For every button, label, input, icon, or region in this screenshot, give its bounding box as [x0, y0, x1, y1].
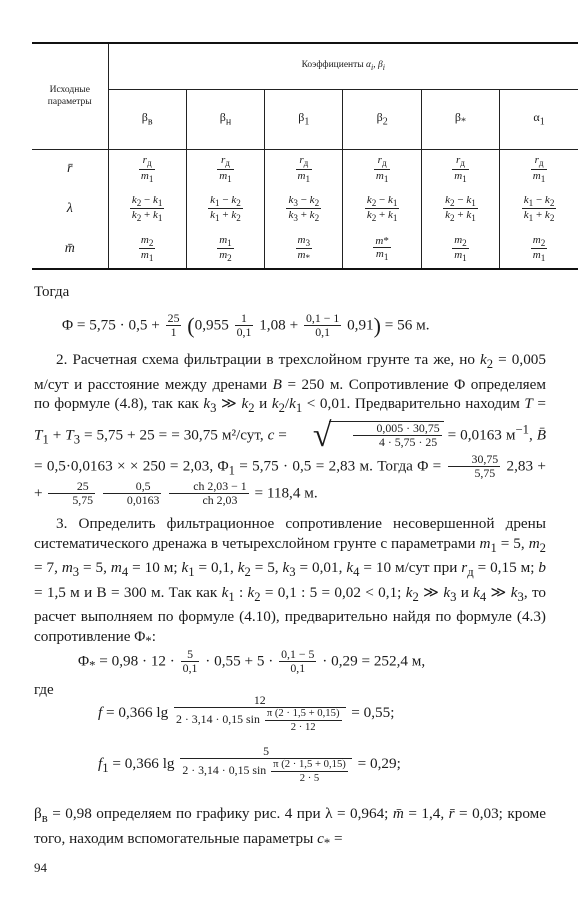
cell-fraction: $\frac{m_3}{m_*}$ — [297, 233, 311, 263]
cell-fraction: $\frac{k_1 - k_2}{k_1 + k_2}$ — [210, 194, 241, 224]
col-header: $\beta_2$ — [343, 89, 421, 149]
cell-fraction: $r_д$ $m_1$ — [454, 154, 467, 184]
paragraph-3: 3. Определить фильтрационное сопротивление несовершенной дрены систематического дренажа в четырехслойном грунте с параметрами $m_1 = 5$, $m_2 = 7$, $m_3 = 5$, $m_4 = 10$ м; $k_1 = 0,1$, $k_2 = 5$, $k_3 = 0,01$, $k_4 = 10$ м/сут при $r_д = 0,15$ м; b = 1,5 м и B = 300 м. Так как $k_1$ : $k_2 = 0,1$ : 5 = 0,02 < 0,1; $k_2$ ≫ $k_3$ и $k_4$ ≫ $k_3$, то расчет выполняем по формуле (4.10), предварительно найдя по формуле (4.3) сопротивление $\Phi_*$: — [34, 515, 546, 648]
table-row — [32, 229, 578, 269]
coefficients-table — [32, 42, 578, 270]
row-label: m̄ — [32, 229, 108, 269]
cell-fraction: $r_д$ $m_1$ — [219, 154, 232, 184]
equation-f: f = 0,366 lg 12 2 · 3,14 · 0,15 sin $\frac{\pi (2 \cdot 1,5 + 0,15)}{2 \cdot 12}$ = 0,55; — [98, 693, 395, 733]
coef-header: Коэффициенты $\alpha_i$, $\beta_i$ — [108, 43, 578, 89]
cell-fraction: $\frac{k_2 - k_1}{k_2 + k_1}$ — [445, 194, 476, 224]
column-header-row — [32, 89, 578, 149]
togda-label: Тогда — [34, 284, 70, 300]
page-number: 94 — [34, 860, 47, 875]
equation-phi: Φ = 5,75 · 0,5 + $\frac{25}{1}$ (0,955 $\frac{1}{0,1}$ 1,08 + $\frac{0,1 - 1}{0,1}$ 0,91) = 56 м. — [62, 311, 430, 340]
col-header: $\beta_н$ — [186, 89, 264, 149]
col-header: $\beta_1$ — [265, 89, 343, 149]
cell-fraction: $r_д$ $m_1$ — [140, 154, 154, 184]
col-header: $\alpha_1$ — [500, 89, 578, 149]
cell-fraction: $\frac{m_2}{m_1}$ — [140, 233, 154, 263]
row-label: r̄ — [32, 149, 108, 189]
table-row — [32, 189, 578, 229]
cell-fraction: $\frac{m_2}{m_1}$ — [454, 233, 467, 263]
paragraph-2: 2. Расчетная схема фильтрации в трехслойном грунте та же, но $k_2 = 0,005$ м/сут и расстояние между дренами B = 250 м. Сопротивление Φ определяем по формуле (4.8), так как $k_3$ ≫ $k_2$ и $k_2/k_1 < 0,01$. Предварительно находим $T = T_1 + T_3 = 5,75 + 25$ = = 30,75 м²/сут, c = √ $\frac{0,005 \cdot 30,75}{4 \cdot 5,75 \cdot 25}$ = 0,0163 $м^{-1}$, B̄ = 0,5·0,0163 × × 250 = 2,03, $\Phi_1 = 5,75 \cdot 0,5 = 2,83$ м. Тогда Φ = $\frac{30,75}{5,75}$ 2,83 + + $\frac{25}{5,75}$ $\frac{0,5}{0,0163}$ $\frac{ch 2,03 - 1}{ch 2,03}$ = 118,4 м. — [34, 351, 546, 508]
cell-fraction: $\frac{k_2 - k_1}{k_2 + k_1}$ — [366, 194, 398, 224]
cell-fraction: $r_д$ $m_1$ — [297, 154, 311, 184]
table-row — [32, 149, 578, 189]
paragraph-4: $\beta_в = 0,98$ определяем по графику рис. 4 при λ = 0,964; m̄ = 1,4, r̄ = 0,03; кроме того, находим вспомогательные параметры $c_*$ = — [34, 805, 547, 850]
param-header: Исходные параметры — [32, 43, 108, 149]
cell-fraction: $\frac{k_3 - k_2}{k_3 + k_2}$ — [288, 194, 320, 224]
col-header: $\beta_в$ — [108, 89, 186, 149]
cell-fraction: $\frac{k_2 - k_1}{k_2 + k_1}$ — [131, 194, 163, 224]
cell-fraction: $r_д$ $m_1$ — [532, 154, 546, 184]
cell-fraction: $\frac{k_1 - k_2}{k_1 + k_2}$ — [523, 194, 555, 224]
equation-phi-star: $\Phi_* = 0,98 \cdot 12$ · $\frac{5}{0,1}$ · 0,55 + 5 · $\frac{0,1 - 5}{0,1}$ · 0,29 = 252,4 м, — [78, 647, 426, 676]
cell-fraction: $r_д$ $m_1$ — [375, 154, 389, 184]
cell-fraction: $\frac{m*}{m_1}$ — [375, 234, 389, 262]
equation-f1: $f_1 = 0,366$ lg 5 2 · 3,14 · 0,15 sin $\frac{\pi (2 \cdot 1,5 + 0,15)}{2 \cdot 5}$ = 0,29; — [98, 744, 401, 784]
cell-fraction: $\frac{m_2}{m_1}$ — [532, 233, 546, 263]
row-label: λ — [32, 189, 108, 229]
gde-label: где — [34, 682, 54, 698]
col-header: $\beta_*$ — [421, 89, 499, 149]
cell-fraction: $\frac{m_1}{m_2}$ — [219, 233, 232, 263]
